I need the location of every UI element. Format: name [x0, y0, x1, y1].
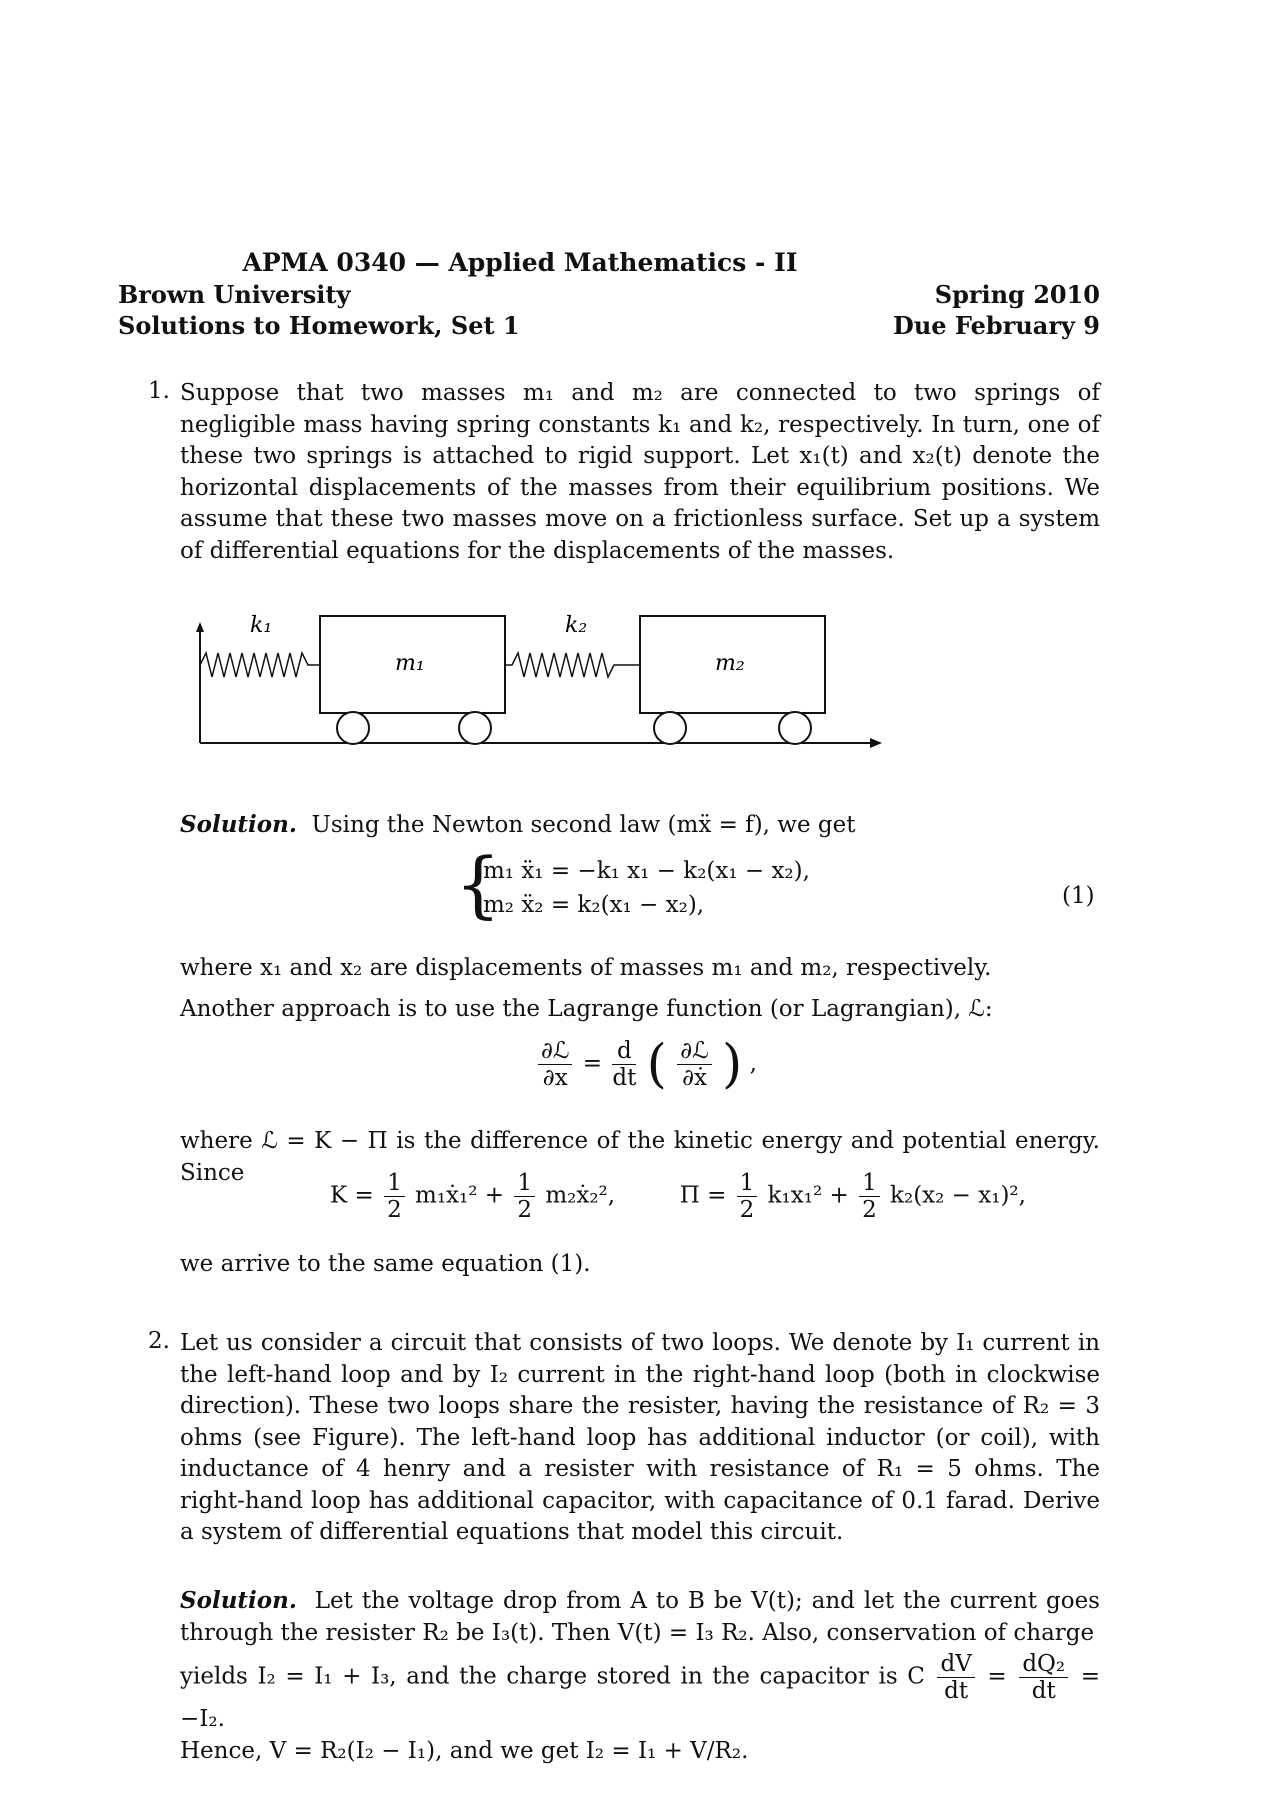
- university: Brown University: [118, 280, 351, 309]
- lagrange-equation: [535, 1034, 757, 1095]
- fraction-denominator: ∂ẋ: [682, 1065, 707, 1091]
- potential-term-2: k₂(x₂ − x₁)²,: [890, 1182, 1026, 1209]
- solution-2-line-2: [180, 1651, 1100, 1736]
- wheel: [654, 712, 686, 744]
- fraction-numerator: 1: [737, 1170, 758, 1197]
- potential-lhs: Π =: [679, 1182, 727, 1209]
- fraction-denominator: 2: [387, 1197, 402, 1223]
- assignment-subtitle: Solutions to Homework, Set 1: [118, 311, 520, 340]
- due-date: Due February 9: [893, 311, 1100, 340]
- equals-sign: =: [582, 1050, 603, 1077]
- dq-dt-fraction: [1019, 1651, 1068, 1704]
- kinetic-term-2: m₂ẋ₂²,: [545, 1182, 616, 1209]
- label-m2: m₂: [715, 651, 745, 676]
- solution-2-text: Let the voltage drop from A to B be V(t); and let the current goes through the resister R₂ be I₃(t). Then V(t) = I₃ R₂. Also, conservation of charge: [180, 1588, 1100, 1646]
- page-title: APMA 0340 — Applied Mathematics - II: [242, 248, 798, 277]
- fraction-numerator: 1: [859, 1170, 880, 1197]
- wheel: [337, 712, 369, 744]
- fraction-denominator: 2: [739, 1197, 755, 1223]
- lagrange-intro: Another approach is to use the Lagrange function (or Lagrangian), ℒ:: [180, 996, 993, 1022]
- fraction-numerator: ∂ℒ: [677, 1038, 711, 1065]
- fraction-numerator: ∂ℒ: [538, 1038, 572, 1065]
- label-k1: k₁: [250, 613, 273, 638]
- half-fraction: [514, 1170, 535, 1223]
- term: Spring 2010: [934, 280, 1100, 309]
- fraction-numerator: dV: [937, 1651, 974, 1678]
- problem-2-text: [180, 1328, 1100, 1549]
- half-fraction: [859, 1170, 880, 1223]
- wall-arrowhead: [196, 622, 204, 632]
- solution-2-line-1: [180, 1585, 1100, 1649]
- label-m1: m₁: [395, 651, 425, 676]
- spring-k1: [200, 653, 320, 677]
- solution-1-label: Solution.: [180, 811, 297, 838]
- label-k2: k₂: [565, 613, 588, 638]
- fraction-numerator: dQ₂: [1019, 1651, 1068, 1678]
- problem-1-text: [180, 378, 1100, 567]
- half-fraction: [737, 1170, 758, 1223]
- solution-1-intro: Using the Newton second law (mẍ = f), we get: [311, 812, 856, 838]
- wheel: [459, 712, 491, 744]
- kinetic-term-1: m₁ẋ₁² +: [415, 1182, 505, 1209]
- fraction-numerator: 1: [514, 1170, 535, 1197]
- solution-2-label: Solution.: [180, 1587, 297, 1614]
- d-dt-fraction: [612, 1038, 636, 1091]
- equation-number: (1): [1062, 883, 1095, 909]
- problem-2-number: 2.: [148, 1328, 170, 1354]
- fraction-numerator: 1: [384, 1170, 405, 1197]
- fraction-denominator: 2: [862, 1197, 877, 1223]
- equation-line-2: m₂ ẍ₂ = k₂(x₁ − x₂),: [483, 892, 705, 918]
- fraction-denominator: dt: [1031, 1678, 1056, 1704]
- half-fraction: [384, 1170, 405, 1223]
- same-equation-note: we arrive to the same equation (1).: [180, 1251, 591, 1277]
- dv-dt-fraction: [937, 1651, 974, 1704]
- dl-dxdot-fraction: [677, 1038, 711, 1091]
- wheel: [779, 712, 811, 744]
- problem-2-statement: Let us consider a circuit that consists of two loops. We denote by I₁ current in the left-hand loop and by I₂ current in the right-hand loop (both in clockwise direction). These two loops share the resister, having the resistance of R₂ = 3 ohms (see Figure). The left-hand loop has additional inductor (or coil), with inductance of 4 henry and a resister with resistance of R₁ = 5 ohms. The right-hand loop has additional capacitor, with capacitance of 0.1 farad. Derive a system of differential equations that model this circuit.: [180, 1330, 1100, 1545]
- energy-equations: [330, 1170, 1026, 1223]
- where-displacements: where x₁ and x₂ are displacements of masses m₁ and m₂, respectively.: [180, 955, 992, 981]
- right-paren: ): [722, 1034, 743, 1095]
- mass-spring-figure: [190, 608, 890, 758]
- kinetic-lhs: K =: [330, 1182, 374, 1209]
- left-paren: (: [646, 1034, 667, 1095]
- solution-2-line-3: Hence, V = R₂(I₂ − I₁), and we get I₂ = I₁ + V/R₂.: [180, 1737, 749, 1764]
- spring-k2: [505, 653, 640, 677]
- fraction-denominator: ∂x: [542, 1065, 568, 1091]
- potential-term-1: k₁x₁² +: [767, 1182, 849, 1209]
- fraction-denominator: 2: [517, 1197, 533, 1223]
- fraction-denominator: dt: [612, 1065, 637, 1091]
- fraction-numerator: d: [612, 1038, 636, 1065]
- problem-1-statement: Suppose that two masses m₁ and m₂ are connected to two springs of negligible mass having spring constants k₁ and k₂, respectively. In turn, one of these two springs is attached to rigid support. Let x₁(t) and x₂(t) denote the horizontal displacements of the masses from their equilibrium positions. We assume that these two masses move on a frictionless surface. Set up a system of differential equations for the displacements of the masses.: [180, 380, 1100, 564]
- equals-sign: =: [987, 1663, 1007, 1690]
- solution-1-intro-line: [180, 809, 1100, 842]
- equation-comma: ,: [749, 1050, 757, 1077]
- solution-2: [180, 1585, 1100, 1767]
- dl-dx-fraction: [538, 1038, 572, 1091]
- problem-1-number: 1.: [148, 378, 170, 404]
- lagrangian-definition: where ℒ = K − Π is the difference of the kinetic energy and potential energy. Since: [180, 1128, 1100, 1186]
- equation-line-1: m₁ ẍ₁ = −k₁ x₁ − k₂(x₁ − x₂),: [483, 858, 810, 884]
- fraction-denominator: dt: [944, 1678, 969, 1704]
- solution-2-charge-text: yields I₂ = I₁ + I₃, and the charge stored in the capacitor is C: [180, 1663, 925, 1690]
- axis-arrowhead: [870, 738, 882, 748]
- equation-brace: {: [455, 842, 501, 926]
- solution-2-current-result: = −I₂.: [180, 1663, 1101, 1732]
